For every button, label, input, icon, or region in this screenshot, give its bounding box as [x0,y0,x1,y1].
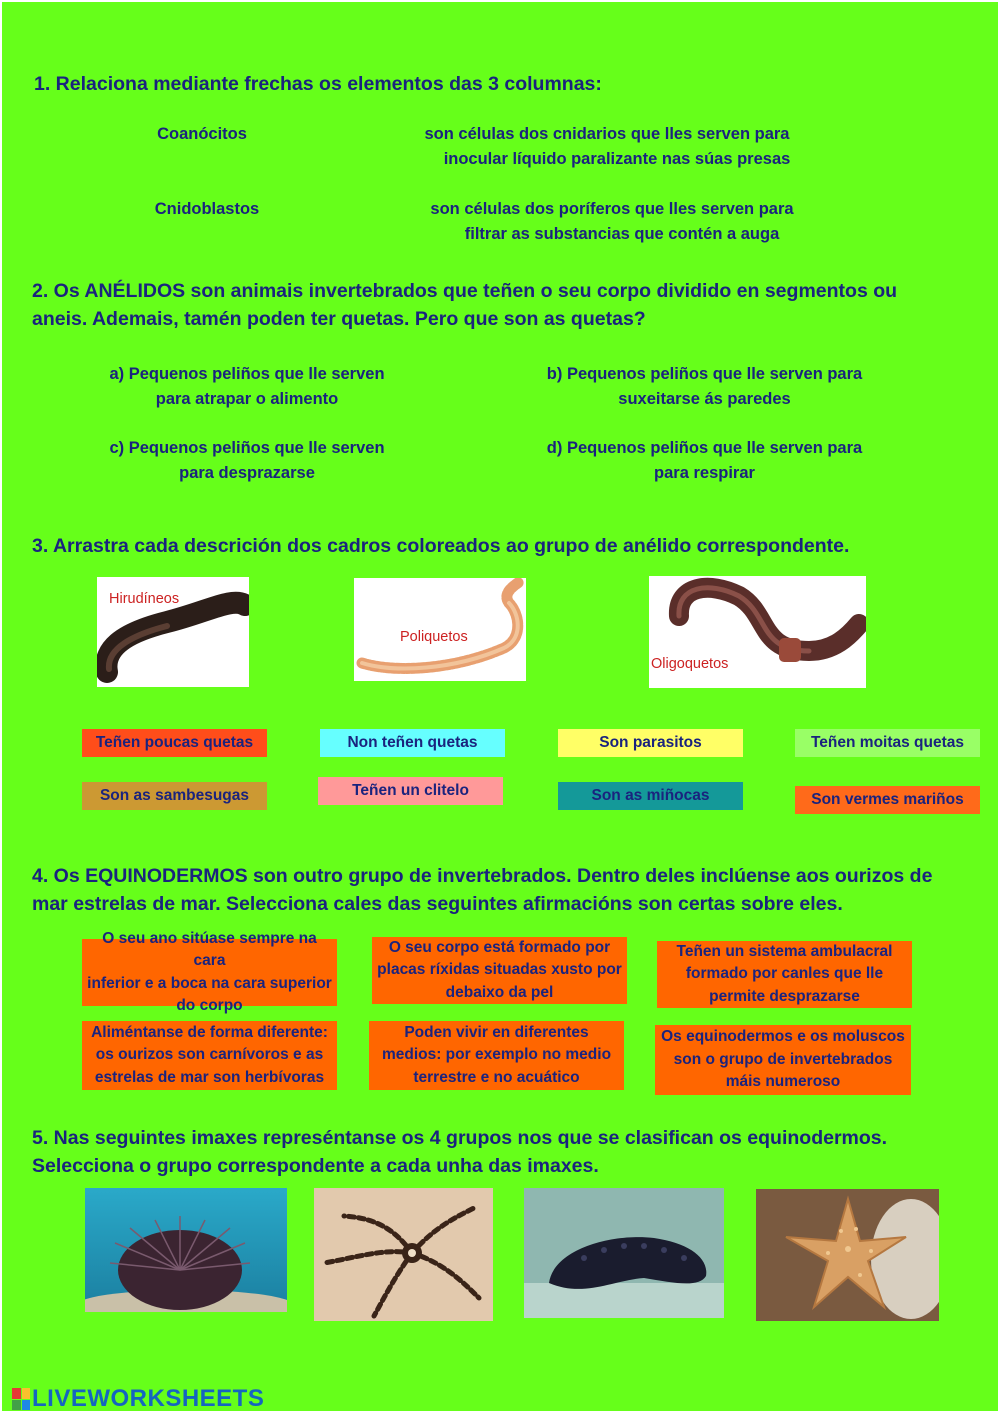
earthworm-image[interactable] [649,576,866,688]
q2-option-line: a) Pequenos peliños que lle serven [109,365,385,383]
chip-no-chaetae[interactable]: Non teñen quetas [320,729,505,757]
statement-box[interactable] [657,941,912,1008]
question-1-title: 1. Relaciona mediante frechas os elementos das 3 columnas: [34,73,602,95]
statement-line: máis numeroso [725,1073,841,1091]
earthworm-label: Oligoquetos [651,656,729,672]
q2-title-line: 2. Os ANÉLIDOS son animais invertebrados que teñen o seu corpo dividido en segmentos ou [32,280,898,302]
question-5-title [32,1124,982,1180]
q1-right-line: son células dos cnidarios que lles serven para [424,125,790,143]
statement-line: O seu corpo está formado por [388,938,611,956]
q2-option-b[interactable] [527,362,882,411]
brittle-star-image[interactable] [314,1188,493,1321]
statement-line: terrestre e no acuático [413,1068,580,1086]
statement-line: O seu ano sitúase sempre na cara [102,929,317,969]
sea-urchin-image[interactable] [85,1188,287,1312]
statement-line: do corpo [176,997,243,1014]
leech-label: Hirudíneos [109,591,180,607]
leech-image[interactable] [97,577,249,687]
q2-option-line: d) Pequenos peliños que lle serven para [546,439,863,457]
q2-option-d[interactable] [527,436,882,485]
q2-title-line: aneis. Ademais, tamén poden ter quetas. Pero que son as quetas? [32,308,646,330]
q1-left-item[interactable]: Cnidoblastos [154,200,260,218]
q2-option-line: suxeitarse ás paredes [618,389,791,408]
statement-line: son o grupo de invertebrados [673,1050,893,1068]
statement-line: estrelas de mar son herbívoras [94,1068,325,1086]
statement-line: debaixo da pel [445,983,554,1001]
q2-option-line: c) Pequenos peliños que lle serven [109,439,385,457]
q1-left-item[interactable]: Coanócitos [157,125,247,143]
chip-earthworms[interactable]: Son as miñocas [558,782,743,810]
statement-line: permite desprazarse [709,987,860,1005]
statement-box[interactable] [82,929,337,1014]
q1-right-line: son células dos poríferos que lles serven para [430,200,794,218]
statement-line: Poden vivir en diferentes [404,1023,589,1041]
q2-option-line: para desprazarse [179,463,315,482]
q5-title-line: Selecciona o grupo correspondente a cada unha das imaxes. [32,1155,599,1177]
chip-leeches[interactable]: Son as sambesugas [82,782,267,810]
worksheet-page [2,2,998,1411]
question-4-title [32,862,982,918]
q1-right-line: filtrar as substancias que contén a auga [464,224,780,243]
chip-few-chaetae[interactable]: Teñen poucas quetas [82,729,267,757]
logo-badge-icon [12,1388,30,1410]
statement-box[interactable] [372,937,627,1004]
brand-name: LIVEWORKSHEETS [32,1385,265,1412]
polychaete-label: Poliquetos [400,629,468,645]
statement-line: Os equinodermos e os moluscos [661,1028,905,1046]
question-2-title [32,277,972,333]
statement-box[interactable] [655,1025,911,1095]
chip-many-chaetae[interactable]: Teñen moitas quetas [795,729,980,757]
q2-option-line: para respirar [654,463,755,482]
statement-line: Teñen un sistema ambulacral [676,942,893,960]
q4-title-line: 4. Os EQUINODERMOS son outro grupo de invertebrados. Dentro deles inclúense aos ourizos de [32,865,933,887]
starfish-image[interactable] [756,1189,939,1321]
q1-right-item[interactable] [397,122,817,171]
statement-line: os ourizos son carnívoros e as [95,1046,324,1064]
q2-option-c[interactable] [92,436,402,485]
sea-cucumber-image[interactable] [524,1188,724,1318]
q2-option-line: b) Pequenos peliños que lle serven para [546,365,863,383]
statement-box[interactable] [82,1021,337,1090]
q2-option-a[interactable] [92,362,402,411]
chip-parasites[interactable]: Son parasitos [558,729,743,757]
statement-line: medios: por exemplo no medio [381,1046,612,1064]
statement-line: inferior e a boca na cara superior [87,974,332,992]
q1-right-item[interactable] [407,197,817,246]
statement-line: formado por canles que lle [685,965,884,983]
q4-title-line: mar estrelas de mar. Selecciona cales das seguintes afirmacións son certas sobre eles. [32,893,843,915]
question-3-title: 3. Arrastra cada descrición dos cadros coloreados ao grupo de anélido correspondente. [32,535,850,557]
statement-line: placas ríxidas situadas xusto por [377,961,622,979]
polychaete-image[interactable] [354,578,526,681]
chip-marine-worms[interactable]: Son vermes mariños [795,786,980,814]
q2-option-line: para atrapar o alimento [155,389,339,408]
q5-title-line: 5. Nas seguintes imaxes represéntanse os 4 grupos nos que se clasifican os equinodermos. [32,1127,888,1149]
q1-right-line: inocular líquido paralizante nas súas presas [443,149,791,168]
liveworksheets-logo [12,1386,264,1412]
chip-clitellum[interactable]: Teñen un clitelo [318,777,503,805]
statement-box[interactable] [369,1021,624,1090]
statement-line: Aliméntanse de forma diferente: [91,1023,328,1041]
